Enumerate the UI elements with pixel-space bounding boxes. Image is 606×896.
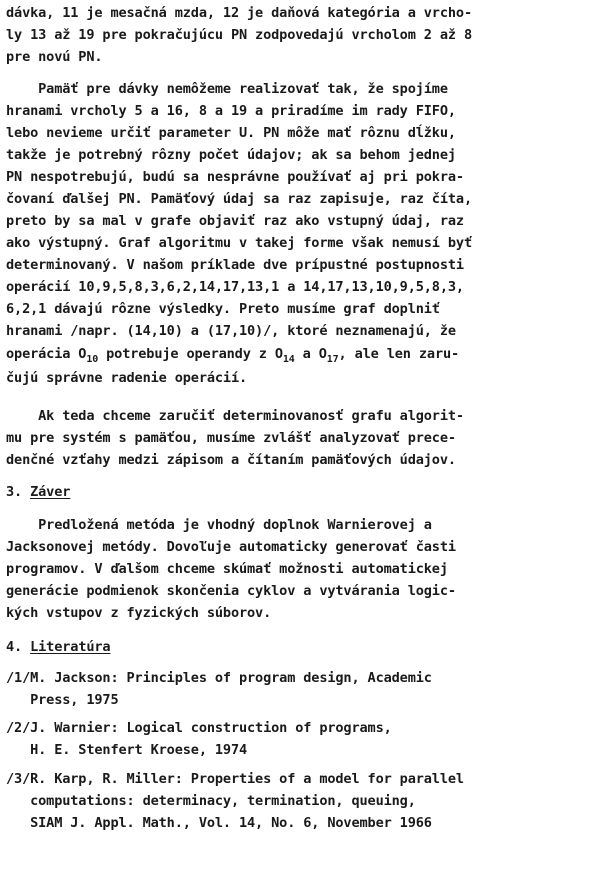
text-line: kých vstupov z fyzických súborov.: [6, 605, 272, 621]
reference-line: computations: determinacy, termination, queuing,: [6, 793, 416, 809]
text-line: ako výstupný. Graf algoritmu v takej forme však nemusí byť: [6, 235, 472, 251]
subscript: 17: [326, 354, 339, 365]
text-line: PN nespotrebujú, budú sa nesprávne používať aj pri pokra-: [6, 169, 464, 185]
text-line: Pamäť pre dávky nemôžeme realizovať tak, že spojíme: [6, 81, 448, 97]
text-line: hranami /napr. (14,10) a (17,10)/, ktoré neznamenajú, že: [6, 323, 456, 339]
text-line: 6,2,1 dávajú rôzne výsledky. Preto musíme graf doplniť: [6, 301, 440, 317]
reference-line: Press, 1975: [6, 692, 119, 708]
text-fragment: , ale len zaru-: [338, 346, 460, 362]
reference-line: /2/J. Warnier: Logical construction of programs,: [6, 720, 392, 736]
text-line-subscripts: [6, 345, 459, 365]
section-heading: [6, 638, 110, 656]
reference-line: /1/M. Jackson: Principles of program design, Academic: [6, 670, 432, 686]
text-line: denčné vzťahy medzi zápisom a čítaním pamäťových údajov.: [6, 452, 456, 468]
text-line: generácie podmienok skončenia cyklov a vytvárania logic-: [6, 583, 456, 599]
text-line: čovaní ďalšej PN. Pamäťový údaj sa raz zapisuje, raz číta,: [6, 191, 472, 207]
text-line: Ak teda chceme zaručiť determinovanosť grafu algorit-: [6, 408, 464, 424]
subscript: 10: [86, 354, 99, 365]
text-line: pre novú PN.: [6, 49, 103, 65]
text-line: Predložená metóda je vhodný doplnok Warnierovej a: [6, 517, 432, 533]
text-line: hranami vrcholy 5 a 16, 8 a 19 a priradíme im rady FIFO,: [6, 103, 456, 119]
section-heading: [6, 483, 70, 501]
section-title: Literatúra: [30, 639, 111, 655]
text-line: operácií 10,9,5,8,3,6,2,14,17,13,1 a 14,17,13,10,9,5,8,3,: [6, 279, 464, 295]
text-fragment: a O: [294, 346, 327, 362]
text-fragment: potrebuje operandy z O: [98, 346, 283, 362]
section-number: 3.: [6, 484, 31, 500]
text-line: programov. V ďalšom chceme skúmať možnosti automatickej: [6, 561, 448, 577]
reference-line: /3/R. Karp, R. Miller: Properties of a model for parallel: [6, 771, 464, 787]
subscript: 14: [282, 354, 295, 365]
text-line: ly 13 až 19 pre pokračujúcu PN zodpovedajú vrcholom 2 až 8: [6, 27, 472, 43]
reference-line: SIAM J. Appl. Math., Vol. 14, No. 6, November 1966: [6, 815, 432, 831]
text-line: mu pre systém s pamäťou, musíme zvlášť analyzovať prece-: [6, 430, 456, 446]
text-line: dávka, 11 je mesačná mzda, 12 je daňová kategória a vrcho-: [6, 5, 472, 21]
section-title: Záver: [30, 484, 71, 500]
text-line: takže je potrebný rôzny počet údajov; ak sa behom jednej: [6, 147, 456, 163]
text-line: preto by sa mal v grafe objaviť raz ako vstupný údaj, raz: [6, 213, 464, 229]
text-fragment: operácia O: [6, 346, 87, 362]
text-line: čujú správne radenie operácií.: [6, 370, 248, 386]
text-line: Jacksonovej metódy. Dovoľuje automaticky generovať časti: [6, 539, 456, 555]
text-line: lebo nevieme určiť parameter U. PN môže mať rôznu dĺžku,: [6, 125, 456, 141]
text-line: determinovaný. V našom príklade dve prípustné postupnosti: [6, 257, 464, 273]
reference-line: H. E. Stenfert Kroese, 1974: [6, 742, 248, 758]
section-number: 4.: [6, 639, 31, 655]
